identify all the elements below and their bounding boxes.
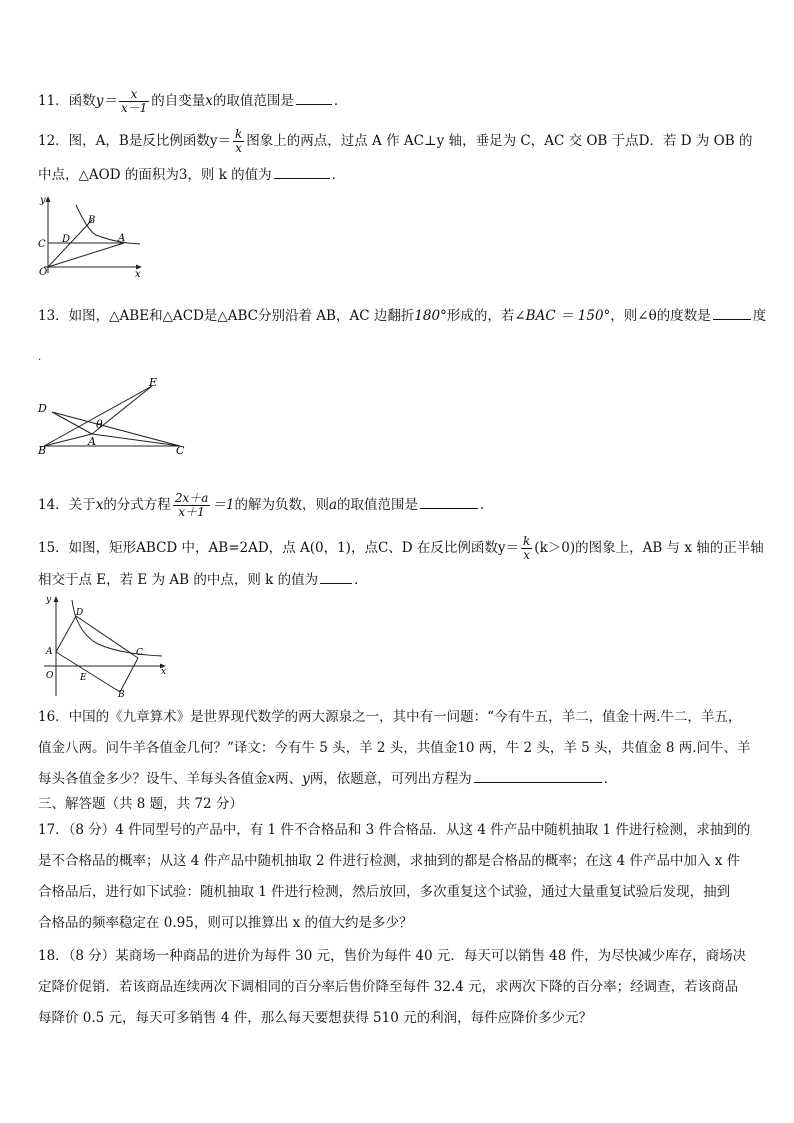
q12-numerator: k <box>234 127 243 141</box>
q14-denominator: x＋1 <box>178 505 205 519</box>
q11-prefix: 11．函数 <box>38 93 96 109</box>
q12-figure <box>36 193 146 279</box>
question-13 <box>38 306 766 326</box>
question-14 <box>38 492 484 519</box>
q11-text2: 的取值范围是 <box>212 93 294 109</box>
question-11 <box>38 88 347 115</box>
question-15-line1 <box>38 535 764 562</box>
q14-text: 的分式方程 <box>103 497 171 513</box>
q13-bac: ∠BAC ＝ 150° <box>514 308 611 324</box>
q11-variable: x <box>205 93 213 109</box>
q14-prefix: 14．关于 <box>38 497 96 513</box>
q13-figure <box>34 374 185 457</box>
q12-fraction <box>233 128 244 155</box>
q15-label-B: B <box>118 690 125 700</box>
question-16-line2: 值金八两。问牛羊各值金几何？”译文：今有牛 5 头，羊 2 头，共值金10 两，牛 2 头，羊 5 头，共值金 8 两.问牛、羊 <box>38 740 751 756</box>
q12-text: 图象上的两点，过点 A 作 AC⊥y 轴，垂足为 C，AC 交 OB 于点D．若 D 为 OB 的 <box>246 133 753 149</box>
q12-label-A: A <box>118 233 126 244</box>
q15-numerator: k <box>523 534 531 548</box>
question-12-line1 <box>38 128 752 155</box>
q13-label-E: E <box>149 376 158 389</box>
question-15-line2 <box>38 570 368 590</box>
q15-label-A: A <box>46 647 53 657</box>
q14-end: . <box>480 497 485 513</box>
q12-label-D: D <box>62 234 71 245</box>
q14-param: a <box>328 497 338 513</box>
q11-end: ． <box>333 93 348 109</box>
q13-label-A: A <box>88 435 96 448</box>
q11-equation: y＝ <box>95 93 117 109</box>
question-17-line3: 合格品后，进行如下试验：随机抽取 1 件进行检测，然后放回，多次重复这个试验，通过大量重复试验后发现，抽到 <box>38 884 731 900</box>
q14-answer-blank[interactable] <box>420 495 478 509</box>
q13-text2: ，则∠θ的度数是 <box>610 308 711 324</box>
q13-label-theta: θ <box>96 418 103 431</box>
q15-label-E: E <box>80 673 87 683</box>
q11-fraction <box>119 88 149 115</box>
q12-answer-blank[interactable] <box>274 165 330 179</box>
q12-label-x: x <box>135 269 141 280</box>
question-12-line2 <box>38 165 345 185</box>
q16-text-c: 两，依题意，可列出方程为 <box>309 771 472 787</box>
q12-label-y: y <box>40 195 46 206</box>
q15-label-x: x <box>161 667 167 677</box>
q15-answer-blank[interactable] <box>320 570 352 584</box>
q13-text: 形成的，若 <box>446 308 515 324</box>
q12-line2-text: 中点，△AOD 的面积为3，则 k 的值为 <box>38 167 272 183</box>
question-18-line3: 每降价 0.5 元，每天可多销售 4 件，那么每天要想获得 510 元的利润，每件应降价多少元？ <box>38 1010 593 1026</box>
q11-text: 的自变量 <box>151 93 206 109</box>
question-16-line3 <box>38 769 617 789</box>
q12-label-O: O <box>39 267 48 278</box>
q15-line2-text: 相交于点 E，若 E 为 AB 的中点，则 k 的值为 <box>38 572 319 588</box>
q15-fraction <box>521 535 532 562</box>
q15-label-D: D <box>76 608 84 618</box>
q15-text: (k＞0)的图象上，AB 与 x 轴的正半轴 <box>534 540 764 556</box>
q13-label-B: B <box>38 444 47 457</box>
q13-answer-blank[interactable] <box>713 306 751 320</box>
question-17-line2: 是不合格品的概率；从这 4 件产品中随机抽取 2 件进行检测，求抽到的都是合格品的概率；在这 4 件产品中加入 x 件 <box>38 853 741 869</box>
q13-label-C: C <box>176 444 185 457</box>
q12-label-B: B <box>88 215 96 226</box>
section-3-heading: 三、解答题（共 8 题，共 72 分） <box>38 796 243 812</box>
q16-text-a: 每头各值金多少？设牛、羊每头各值金 <box>38 771 268 787</box>
q13-prefix: 13．如图，△ABE和△ACD是△ABC分别沿着 AB，AC 边翻折 <box>38 308 415 324</box>
q14-numerator: 2x＋a <box>174 491 209 505</box>
q14-text3: 的取值范围是 <box>337 497 419 513</box>
q14-text2: 的解为负数，则 <box>234 497 329 513</box>
question-18-line2: 定降价促销．若该商品连续两次下调相同的百分率后售价降至每件 32.4 元，求两次下降的百分率；经调查，若该商品 <box>38 979 739 995</box>
q15-label-y: y <box>46 595 52 605</box>
q15-prefix: 15．如图，矩形ABCD 中，AB=2AD，点 A(0，1)，点C、D 在反比例函数y＝ <box>38 540 520 556</box>
q15-label-C: C <box>136 648 143 658</box>
q16-var-x: x <box>267 771 276 787</box>
question-16-line1: 16．中国的《九章算术》是世界现代数学的两大源泉之一，其中有一问题：“今有牛五，羊二，值金十两.牛二，羊五， <box>38 709 742 725</box>
q13-angle: 180° <box>414 308 447 324</box>
q15-denominator: x <box>523 548 531 562</box>
q15-label-O: O <box>46 671 54 681</box>
q12-prefix: 12．图，A，B是反比例函数y＝ <box>38 133 231 149</box>
q11-numerator: x <box>119 88 149 102</box>
question-17-line1: 17．（8 分）4 件同型号的产品中，有 1 件不合格品和 3 件合格品．从这 4 件产品中随机抽取 1 件进行检测，求抽到的 <box>38 822 751 838</box>
q16-text-b: 两、 <box>275 771 303 787</box>
q12-end: ． <box>331 167 346 183</box>
q13-label-D: D <box>38 402 47 415</box>
q14-fraction <box>173 492 211 519</box>
q15-end: ． <box>354 572 368 588</box>
q13-unit: 度 <box>752 308 767 324</box>
q11-answer-blank[interactable] <box>296 91 332 105</box>
q13-dot: . <box>38 352 42 363</box>
q14-equals: ＝1 <box>212 497 235 513</box>
question-17-line4: 合格品的频率稳定在 0.95，则可以推算出 x 的值大约是多少？ <box>38 915 413 931</box>
q16-end: ． <box>603 771 618 787</box>
q11-denominator: x－1 <box>120 101 148 115</box>
q12-denominator: x <box>235 141 243 155</box>
q16-answer-blank[interactable] <box>474 769 602 783</box>
q16-var-y: y <box>302 771 310 787</box>
q14-variable: x <box>95 497 104 513</box>
question-18-line1: 18．（8 分）某商场一种商品的进价为每件 30 元，售价为每件 40 元．每天可以销售 48 件，为尽快减少库存，商场决 <box>38 948 747 964</box>
q12-label-C: C <box>38 239 46 250</box>
q15-figure <box>38 592 170 698</box>
